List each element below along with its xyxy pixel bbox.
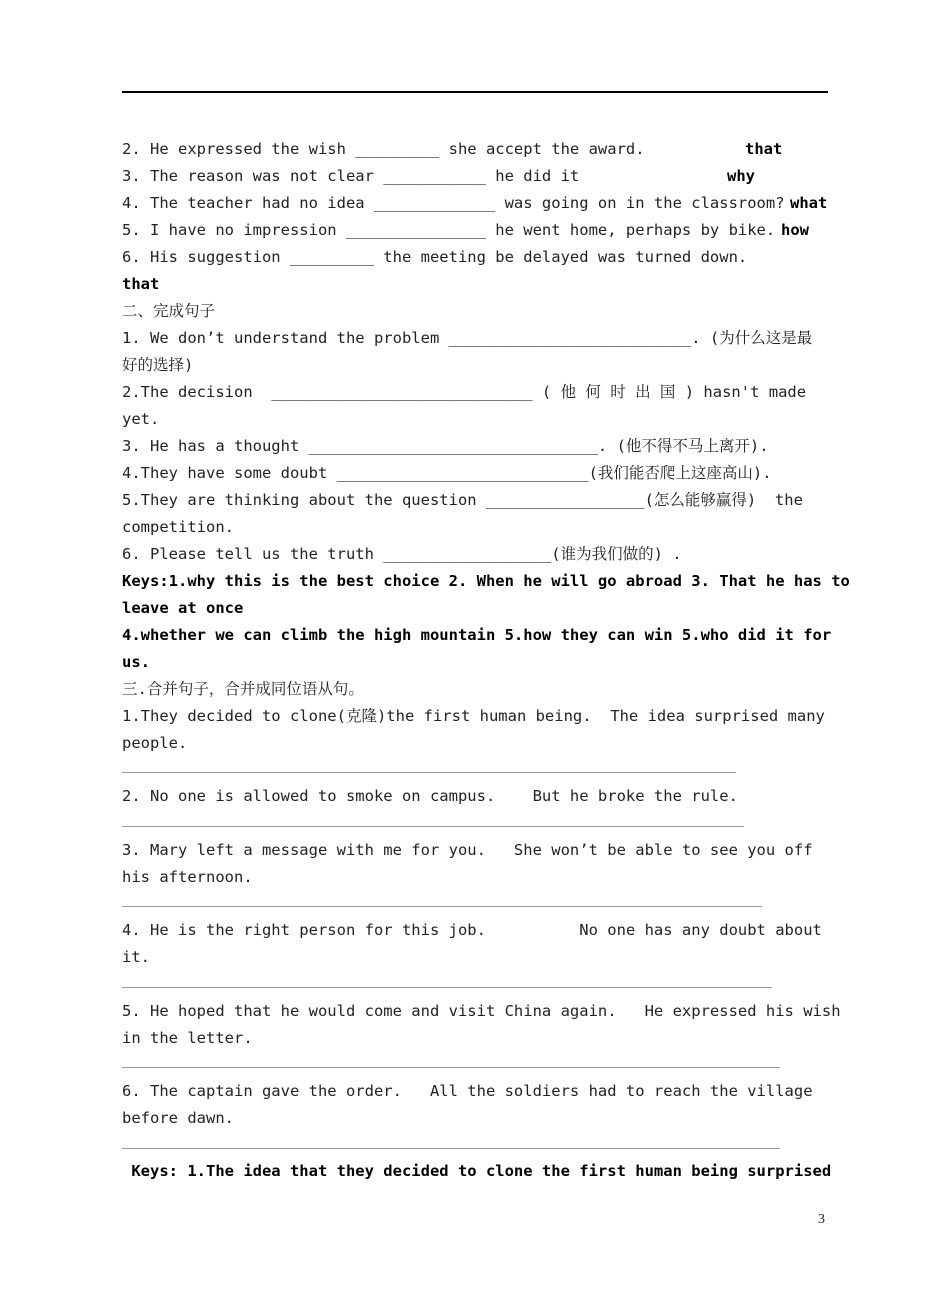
p2-keys: leave at once <box>122 599 244 617</box>
p2-line: 1. We don’t understand the problem __________________________. (为什么这是最 <box>122 329 813 347</box>
p3-q1: 1.They decided to clone(克隆)the first human being. The idea surprised many <box>122 707 825 725</box>
p2-line: 5.They are thinking about the question _________________(怎么能够赢得) the <box>122 491 803 509</box>
answer-line[interactable] <box>122 987 772 988</box>
answer-5: how <box>781 221 809 239</box>
p2-line: yet. <box>122 410 160 428</box>
answer-4: what <box>790 194 828 212</box>
p3-q4: it. <box>122 948 150 966</box>
p3-q2: 2. No one is allowed to smoke on campus. But he broke the rule. <box>122 787 738 805</box>
p2-line: competition. <box>122 518 234 536</box>
question-6: 6. His suggestion _________ the meeting be delayed was turned down. <box>122 248 748 266</box>
answer-line[interactable] <box>122 772 736 773</box>
p2-line: 6. Please tell us the truth __________________(谁为我们做的) . <box>122 545 682 563</box>
p2-keys: 4.whether we can climb the high mountain 5.how they can win 5.who did it for <box>122 626 832 644</box>
question-2: 2. He expressed the wish _________ she accept the award. <box>122 140 645 158</box>
p3-q6: before dawn. <box>122 1109 234 1127</box>
answer-line[interactable] <box>122 906 762 907</box>
header-rule <box>122 91 828 93</box>
question-4: 4. The teacher had no idea _____________ was going on in the classroom? <box>122 194 785 212</box>
answer-6: that <box>122 275 160 293</box>
p3-q1: people. <box>122 734 188 752</box>
section-2-heading: 二、完成句子 <box>122 302 216 320</box>
p3-q5: 5. He hoped that he would come and visit China again. He expressed his wish <box>122 1002 841 1020</box>
section-3-heading: 三.合并句子，合并成同位语从句。 <box>122 680 364 698</box>
question-5: 5. I have no impression _______________ he went home, perhaps by bike. <box>122 221 776 239</box>
answer-line[interactable] <box>122 1067 780 1068</box>
p3-q3: 3. Mary left a message with me for you. She won’t be able to see you off <box>122 841 813 859</box>
p3-keys: Keys: 1.The idea that they decided to clone the first human being surprised <box>122 1162 832 1180</box>
p2-line: 2.The decision ____________________________ ( 他 何 时 出 国 ) hasn't made <box>122 383 807 401</box>
p3-q6: 6. The captain gave the order. All the soldiers had to reach the village <box>122 1082 813 1100</box>
answer-line[interactable] <box>122 1148 780 1149</box>
page-number: 3 <box>818 1212 825 1227</box>
p3-q4: 4. He is the right person for this job. No one has any doubt about <box>122 921 822 939</box>
answer-line[interactable] <box>122 826 744 827</box>
p2-line: 好的选择) <box>122 356 194 374</box>
answer-2: that <box>745 140 783 158</box>
p2-keys: Keys:1.why this is the best choice 2. When he will go abroad 3. That he has to <box>122 572 850 590</box>
p3-q3: his afternoon. <box>122 868 253 886</box>
p2-line: 4.They have some doubt ___________________________(我们能否爬上这座高山). <box>122 464 772 482</box>
p3-q5: in the letter. <box>122 1029 253 1047</box>
answer-3: why <box>727 167 755 185</box>
question-3: 3. The reason was not clear ___________ he did it <box>122 167 580 185</box>
p2-keys: us. <box>122 653 150 671</box>
p2-line: 3. He has a thought _______________________________. (他不得不马上离开). <box>122 437 769 455</box>
